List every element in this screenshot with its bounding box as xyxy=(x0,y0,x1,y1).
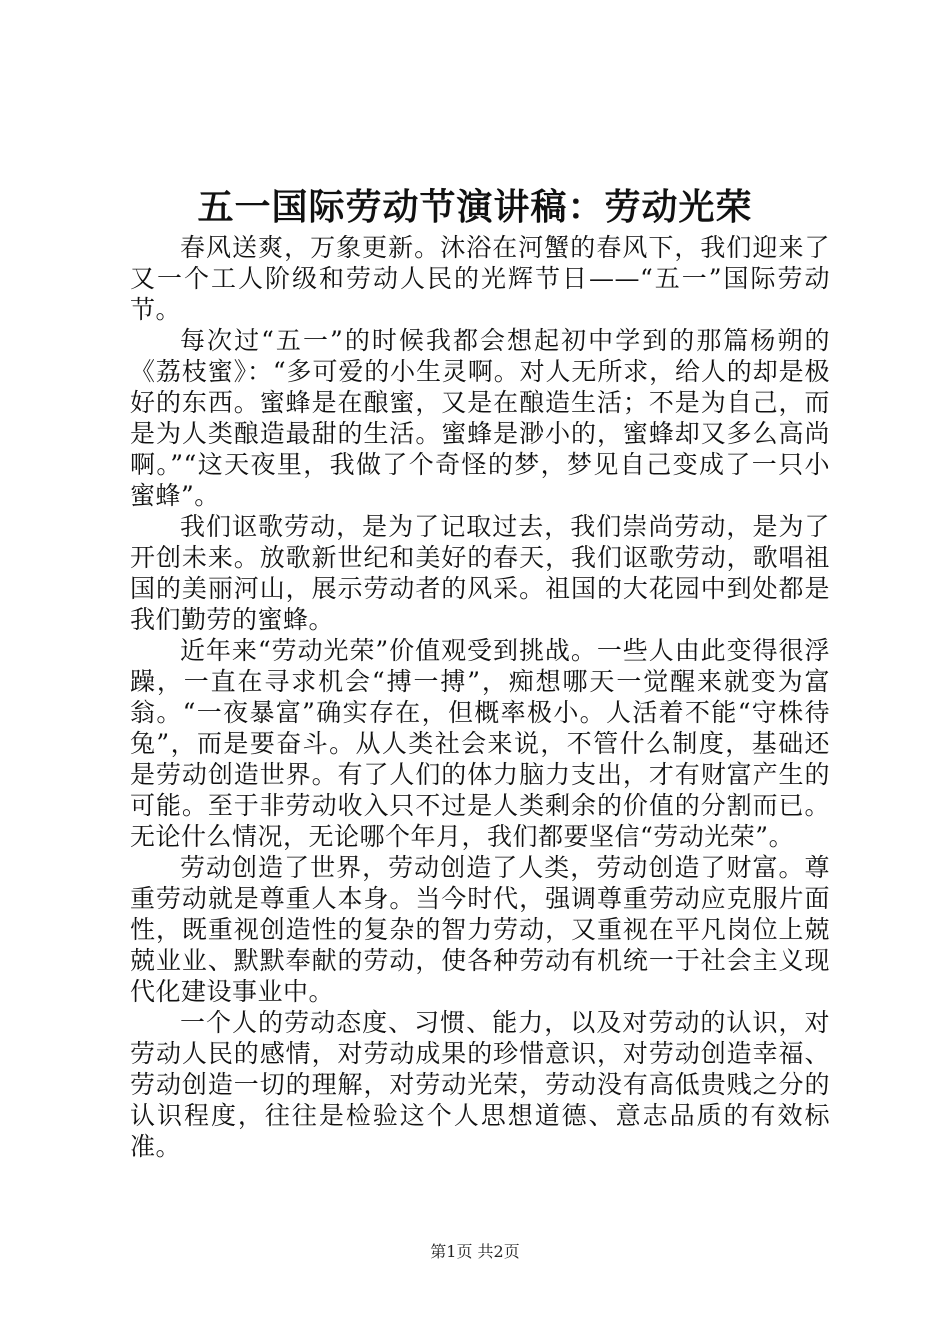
paragraph-5: 劳动创造了世界，劳动创造了人类，劳动创造了财富。尊重劳动就是尊重人本身。当今时代，强调尊重劳动应克服片面性，既重视创造性的复杂的智力劳动，又重视在平凡岗位上兢兢业业、默默奉献的劳动，使各种劳动有机统一于社会主义现代化建设事业中。 xyxy=(130,853,830,1006)
page-number-footer: 第1页 共2页 xyxy=(430,1242,520,1261)
paragraph-3: 我们讴歌劳动，是为了记取过去，我们崇尚劳动，是为了开创未来。放歌新世纪和美好的春天，我们讴歌劳动，歌唱祖国的美丽河山，展示劳动者的风采。祖国的大花园中到处都是我们勤劳的蜜蜂。 xyxy=(130,512,830,634)
paragraph-1: 春风送爽，万象更新。沐浴在河蟹的春风下，我们迎来了又一个工人阶级和劳动人民的光辉节日——“五一”国际劳动节。 xyxy=(130,233,830,324)
paragraph-6: 一个人的劳动态度、习惯、能力，以及对劳动的认识，对劳动人民的感情，对劳动成果的珍惜意识，对劳动创造幸福、劳动创造一切的理解，对劳动光荣，劳动没有高低贵贱之分的认识程度，往往是检验这个人思想道德、意志品质的有效标准。 xyxy=(130,1008,830,1161)
paragraph-4: 近年来“劳动光荣”价值观受到挑战。一些人由此变得很浮躁，一直在寻求机会“搏一搏”，痴想哪天一觉醒来就变为富翁。“一夜暴富”确实存在，但概率极小。人活着不能“守株待兔”，而是要奋斗。从人类社会来说，不管什么制度，基础还是劳动创造世界。有了人们的体力脑力支出，才有财富产生的可能。至于非劳动收入只不过是人类剩余的价值的分割而已。无论什么情况，无论哪个年月，我们都要坚信“劳动光荣”。 xyxy=(130,636,830,851)
document-title: 五一国际劳动节演讲稿：劳动光荣 xyxy=(197,186,753,228)
paragraph-2: 每次过“五一”的时候我都会想起初中学到的那篇杨朔的《荔枝蜜》：“多可爱的小生灵啊。对人无所求，给人的却是极好的东西。蜜蜂是在酿蜜，又是在酿造生活；不是为自己，而是为人类酿造最甜的生活。蜜蜂是渺小的，蜜蜂却又多么高尚啊。”“这天夜里，我做了个奇怪的梦，梦见自己变成了一只小蜜蜂”。 xyxy=(130,326,830,510)
document-body xyxy=(130,232,830,1162)
